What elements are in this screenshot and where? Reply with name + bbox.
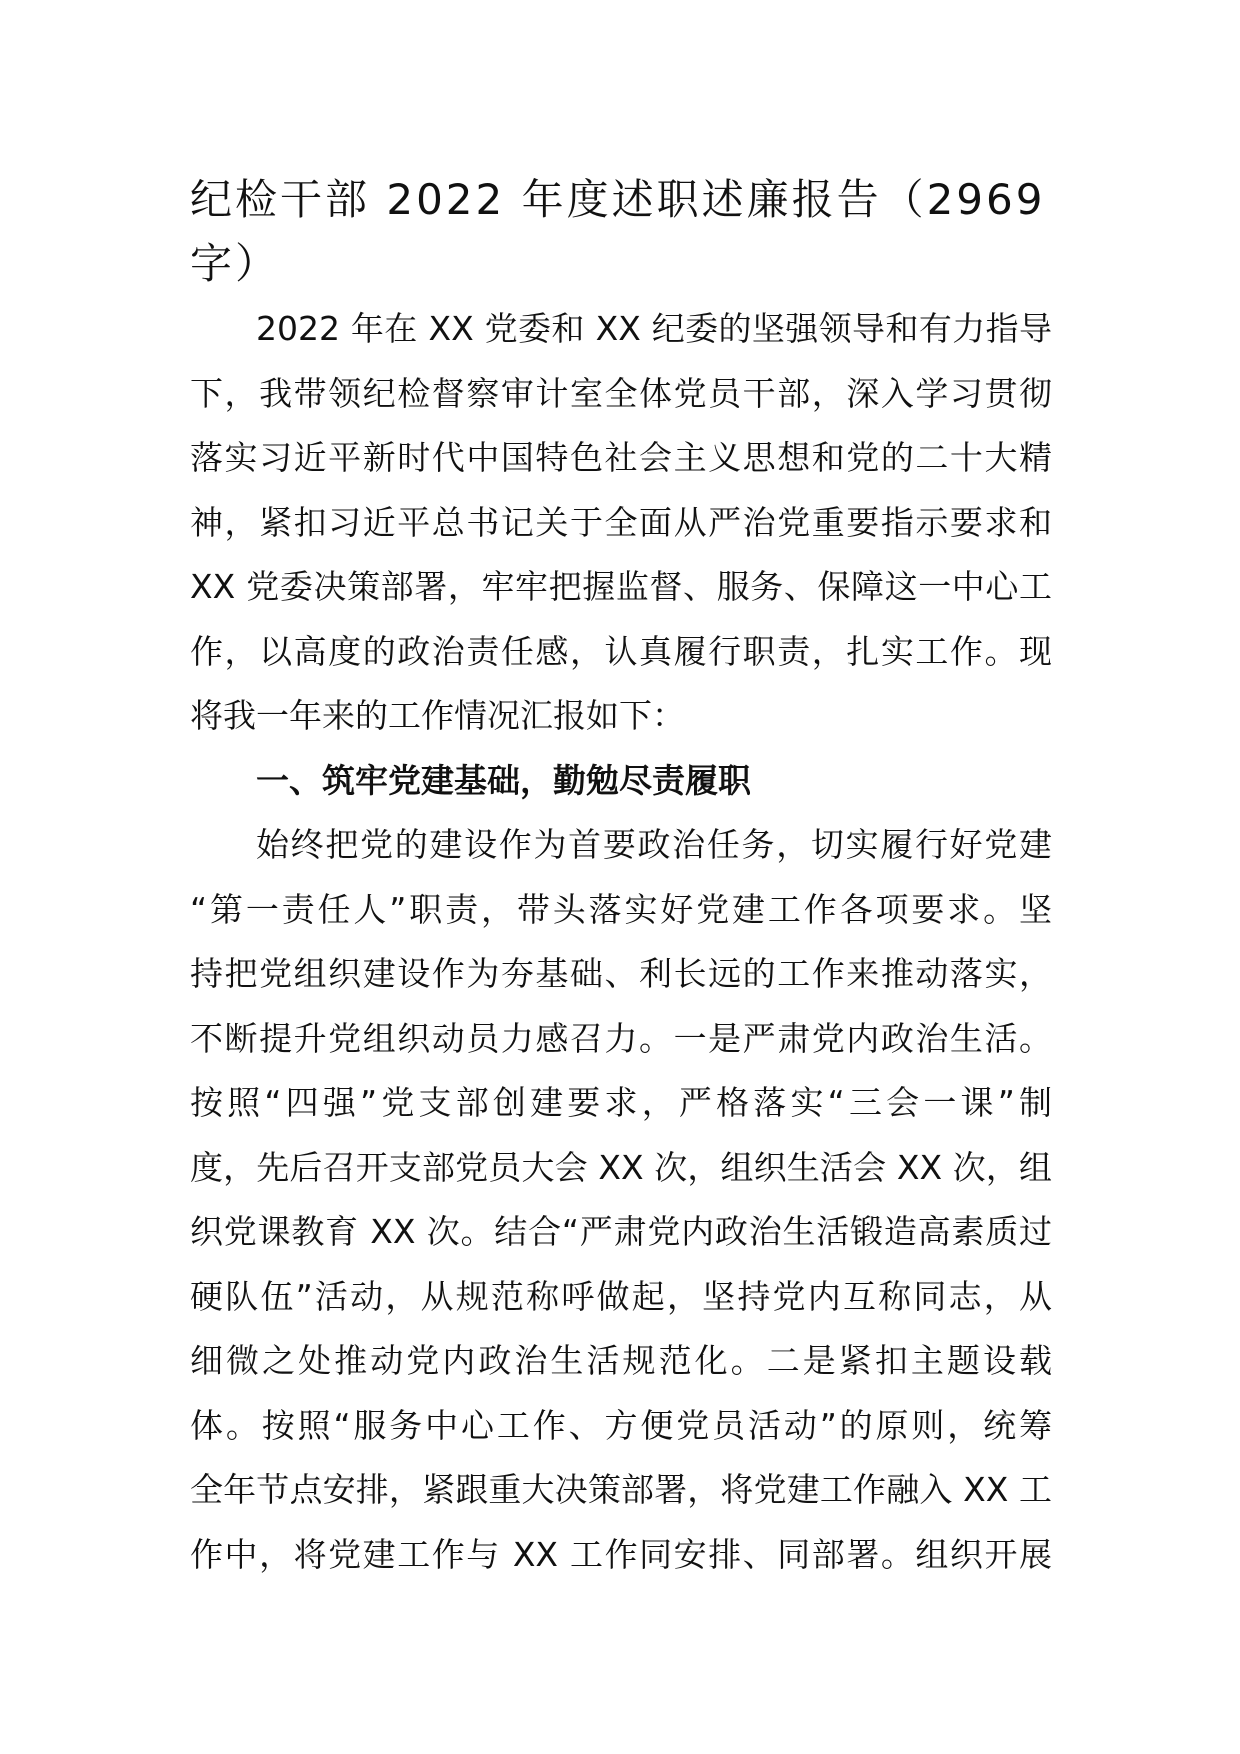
text-line: 体。按照“服务中心工作、方便党员活动”的原则，统筹 xyxy=(190,1405,1052,1445)
text-line: 落实习近平新时代中国特色社会主义思想和党的二十大精 xyxy=(190,438,1052,477)
text-line: 将我一年来的工作情况汇报如下： xyxy=(190,696,685,735)
text-line: 下，我带领纪检督察审计室全体党员干部，深入学习贯彻 xyxy=(190,373,1052,413)
document-title xyxy=(190,168,1052,296)
text-line: 全年节点安排，紧跟重大决策部署，将党建工作融入 XX 工 xyxy=(190,1470,1052,1509)
paragraph xyxy=(190,297,1052,749)
text-line: 度，先后召开支部党员大会 XX 次，组织生活会 XX 次，组 xyxy=(190,1147,1052,1187)
title-line: 纪检干部 2022 年度述职述廉报告（2969 xyxy=(190,175,1046,224)
text-line: 不断提升党组织动员力感召力。一是严肃党内政治生活。 xyxy=(190,1018,1052,1058)
document-body xyxy=(190,297,1052,1587)
text-line: 神，紧扣习近平总书记关于全面从严治党重要指示要求和 xyxy=(190,502,1052,542)
text-line: 持把党组织建设作为夯基础、利长远的工作来推动落实， xyxy=(190,954,1052,993)
text-line: 按照“四强”党支部创建要求，严格落实“三会一课”制 xyxy=(190,1083,1052,1122)
text-line: “第一责任人”职责，带头落实好党建工作各项要求。坚 xyxy=(190,889,1052,929)
text-line: 作中，将党建工作与 XX 工作同安排、同部署。组织开展 xyxy=(190,1534,1052,1574)
text-line: 硬队伍”活动，从规范称呼做起，坚持党内互称同志，从 xyxy=(190,1276,1052,1316)
text-line: 织党课教育 XX 次。结合“严肃党内政治生活锻造高素质过 xyxy=(190,1212,1052,1251)
section-heading xyxy=(190,749,1052,814)
text-line: 作，以高度的政治责任感，认真履行职责，扎实工作。现 xyxy=(190,631,1052,671)
document-page xyxy=(190,168,1052,1587)
text-line: 一、筑牢党建基础，勤勉尽责履职 xyxy=(256,760,751,800)
title-line: 字） xyxy=(190,239,281,288)
text-line: 细微之处推动党内政治生活规范化。二是紧扣主题设载 xyxy=(190,1341,1052,1380)
text-line: 始终把党的建设作为首要政治任务，切实履行好党建 xyxy=(256,825,1052,864)
text-line: 2022 年在 XX 党委和 XX 纪委的坚强领导和有力指导 xyxy=(256,309,1052,348)
text-line: XX 党委决策部署，牢牢把握监督、服务、保障这一中心工 xyxy=(190,567,1052,606)
paragraph xyxy=(190,813,1052,1587)
